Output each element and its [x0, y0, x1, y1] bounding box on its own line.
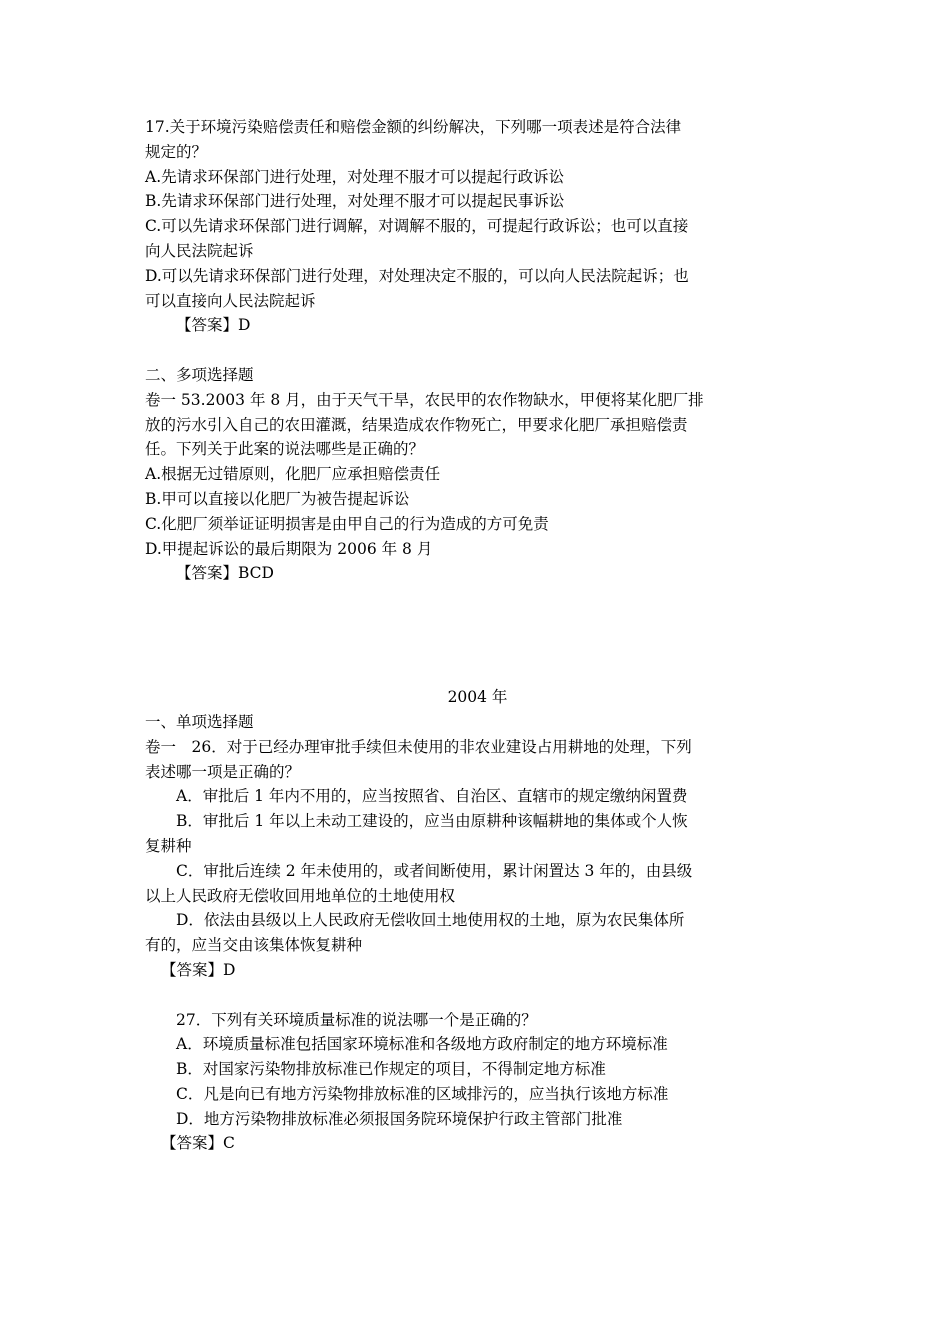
q53-option-d: D.甲提起诉讼的最后期限为 2006 年 8 月: [145, 539, 433, 558]
q53-stem-line-1: 卷一 53.2003 年 8 月，由于天气干旱，农民甲的农作物缺水，甲便将某化肥厂排: [145, 390, 704, 409]
spacer: [145, 983, 810, 1008]
q26-option-b-line-1: B．审批后 1 年以上未动工建设的，应当由原耕种该幅耕地的集体或个人恢: [176, 812, 688, 831]
q27-option-c: C．凡是向已有地方污染物排放标准的区域排污的，应当执行该地方标准: [176, 1084, 669, 1103]
q17-stem-line-2: 规定的？: [145, 142, 208, 161]
q17-option-d-line-2: 可以直接向人民法院起诉: [145, 291, 316, 310]
multi-choice-heading: 二、多项选择题: [145, 365, 254, 384]
q26-option-d-line-1: D．依法由县级以上人民政府无偿收回土地使用权的土地，原为农民集体所: [176, 911, 685, 930]
q26-answer: 【答案】D: [161, 960, 236, 979]
q17-option-c-line-2: 向人民法院起诉: [145, 241, 254, 260]
q26-option-b-line-2: 复耕种: [145, 836, 192, 855]
q17-option-b: B.先请求环保部门进行处理，对处理不服才可以提起民事诉讼: [145, 192, 565, 211]
q53-stem-line-2: 放的污水引入自己的农田灌溉，结果造成农作物死亡，甲要求化肥厂承担赔偿责: [145, 415, 688, 434]
spacer: [145, 338, 810, 363]
q53-answer: 【答案】BCD: [176, 564, 274, 583]
q26-option-a: A．审批后 1 年内不用的，应当按照省、自治区、直辖市的规定缴纳闲置费: [176, 787, 688, 806]
q27-answer: 【答案】C: [161, 1134, 235, 1153]
document-page: [145, 115, 810, 1156]
q27-option-b: B．对国家污染物排放标准已作规定的项目，不得制定地方标准: [176, 1060, 606, 1079]
q26-stem-line-1: 卷一 26．对于已经办理审批手续但未使用的非农业建设占用耕地的处理，下列: [145, 737, 692, 756]
q53-option-a: A.根据无过错原则，化肥厂应承担赔偿责任: [145, 465, 441, 484]
q53-option-b: B.甲可以直接以化肥厂为被告提起诉讼: [145, 489, 410, 508]
question-27: [145, 1008, 810, 1157]
single-choice-heading: 一、单项选择题: [145, 712, 254, 731]
q27-option-d: D．地方污染物排放标准必须报国务院环境保护行政主管部门批准: [176, 1109, 623, 1128]
question-53: [145, 388, 810, 586]
question-17: [145, 115, 810, 338]
q27-stem: 27．下列有关环境质量标准的说法哪一个是正确的？: [176, 1010, 537, 1029]
q17-option-d-line-1: D.可以先请求环保部门进行处理，对处理决定不服的，可以向人民法院起诉；也: [145, 266, 689, 285]
q26-option-d-line-2: 有的，应当交由该集体恢复耕种: [145, 936, 363, 955]
year-title-2004: 2004 年: [447, 688, 508, 707]
q17-answer: 【答案】D: [176, 316, 251, 335]
q26-option-c-line-1: C．审批后连续 2 年未使用的，或者间断使用，累计闲置达 3 年的，由县级: [176, 861, 693, 880]
q17-option-c-line-1: C.可以先请求环保部门进行调解，对调解不服的，可提起行政诉讼；也可以直接: [145, 217, 689, 236]
q17-stem-line-1: 17.关于环境污染赔偿责任和赔偿金额的纠纷解决，下列哪一项表述是符合法律: [145, 118, 682, 136]
q17-option-a: A.先请求环保部门进行处理，对处理不服才可以提起行政诉讼: [145, 167, 565, 186]
question-26: [145, 735, 810, 983]
q53-option-c: C.化肥厂须举证证明损害是由甲自己的行为造成的方可免责: [145, 514, 549, 533]
spacer: [145, 586, 810, 685]
q26-stem-line-2: 表述哪一项是正确的？: [145, 762, 301, 781]
q27-option-a: A．环境质量标准包括国家环境标准和各级地方政府制定的地方环境标准: [176, 1035, 668, 1054]
q53-stem-line-3: 任。下列关于此案的说法哪些是正确的？: [145, 440, 425, 459]
q26-option-c-line-2: 以上人民政府无偿收回用地单位的土地使用权: [145, 886, 456, 905]
